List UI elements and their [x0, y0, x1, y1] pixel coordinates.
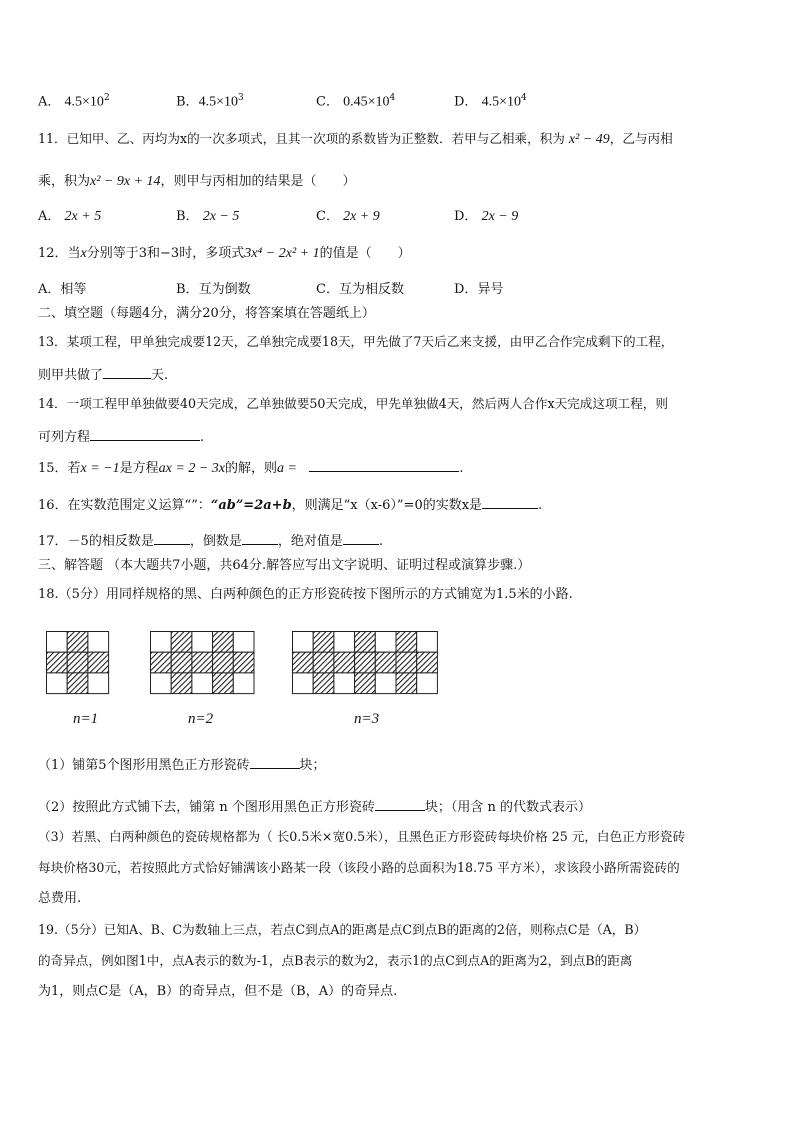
section-2-heading: 二、填空题（每题4分，满分20分，将答案填在答题纸上）	[38, 306, 375, 321]
q12-option-d: D．异号	[454, 282, 504, 297]
white-tile	[417, 632, 438, 653]
figure-n3	[293, 632, 438, 694]
black-tile	[47, 652, 68, 673]
black-tile	[417, 652, 438, 673]
q18-part1: （1）铺第5个图形用黑色正方形瓷砖 块；	[38, 754, 326, 775]
white-tile	[151, 632, 172, 653]
q17-blank-opposite[interactable]	[154, 530, 190, 545]
black-tile	[171, 652, 192, 673]
q10-option-b: B．$4.5\times 10^3$	[176, 93, 244, 110]
black-tile	[233, 652, 254, 673]
white-tile	[334, 673, 355, 694]
white-tile	[233, 673, 254, 694]
q17-blank-reciprocal[interactable]	[242, 530, 278, 545]
q18-part3-line3: 总费用.	[38, 891, 82, 906]
white-tile	[233, 632, 254, 653]
black-tile	[313, 632, 334, 653]
q15-stem: 15．若x = −1是方程ax = 2 − 3x的解，则a = .	[38, 457, 464, 478]
q13-line1: 13．某项工程，甲单独完成要12天，乙单独完成要18天，甲先做了7天后乙来支援，由甲乙合作完成剩下的工程，	[38, 334, 674, 349]
black-tile	[355, 652, 376, 673]
white-tile	[47, 673, 68, 694]
black-tile	[334, 652, 355, 673]
black-tile	[151, 652, 172, 673]
q19-line1: 19.（5分）已知A、B、C为数轴上三点，若点C到点A的距离是点C到点B的距离的2倍，则称点C是（A，B）	[38, 922, 647, 937]
q18-tile-figures	[46, 631, 438, 703]
q19-line3: 为1，则点C是（A，B）的奇异点，但不是（B，A）的奇异点.	[38, 984, 398, 999]
white-tile	[192, 673, 213, 694]
q16-answer-blank[interactable]	[482, 494, 538, 509]
q10-option-d: D． $4.5\times 10^4$	[454, 93, 527, 110]
label-n3: n=3	[354, 711, 380, 727]
white-tile	[47, 632, 68, 653]
figure-n1	[47, 632, 109, 694]
black-tile	[313, 673, 334, 694]
q14-line1: 14．一项工程甲单独做要40天完成，乙单独做要50天完成，甲先单独做4天，然后两人合作x天完成这项工程，则	[38, 396, 668, 411]
q11-option-a: A． 2x + 5	[38, 209, 102, 224]
black-tile	[67, 673, 88, 694]
black-tile	[213, 673, 234, 694]
label-n2: n=2	[188, 711, 214, 727]
q10-option-c: C． $0.45\times 10^4$	[316, 93, 396, 110]
q11-option-b: B． 2x − 5	[176, 209, 240, 224]
q19-line2: 的奇异点，例如图1中，点A表示的数为-1，点B表示的数为2，表示1的点C到点A的距离为2，到点B的距离	[38, 953, 633, 968]
q18-part2-blank[interactable]	[375, 796, 425, 811]
q13-answer-blank[interactable]	[103, 364, 151, 379]
q13-line2: 则甲共做了 天.	[38, 364, 168, 385]
black-tile	[171, 632, 192, 653]
black-tile	[171, 673, 192, 694]
white-tile	[417, 673, 438, 694]
black-tile	[293, 652, 314, 673]
black-tile	[67, 652, 88, 673]
black-tile	[355, 673, 376, 694]
label-n1: n=1	[73, 711, 99, 727]
figure-n2	[151, 632, 255, 694]
q17-stem: 17．－5的相反数是 ，倒数是 ，绝对值是 .	[38, 530, 383, 551]
white-tile	[334, 632, 355, 653]
black-tile	[313, 652, 334, 673]
white-tile	[88, 632, 109, 653]
q12-stem: 12．当x分别等于3和−3时，多项式3x⁴ − 2x² + 1的值是（ ）	[38, 246, 411, 261]
black-tile	[213, 632, 234, 653]
q11-line2: 乘，积为x² − 9x + 14，则甲与丙相加的结果是（ ）	[38, 174, 356, 189]
white-tile	[151, 673, 172, 694]
black-tile	[192, 652, 213, 673]
black-tile	[88, 652, 109, 673]
black-tile	[213, 652, 234, 673]
black-tile	[396, 632, 417, 653]
q18-intro: 18.（5分）用同样规格的黑、白两种颜色的正方形瓷砖按下图所示的方式铺宽为1.5米的小路.	[38, 587, 573, 602]
section-3-heading: 三、解答题 （本大题共7小题，共64分.解答应写出文字说明、证明过程或演算步骤.）	[38, 558, 531, 573]
q18-part3-line2: 每块价格30元，若按照此方式恰好铺满该小路某一段（该段小路的总面积为18.75 平方米），求该段小路所需瓷砖的	[38, 860, 680, 875]
q18-part1-blank[interactable]	[250, 754, 300, 769]
black-tile	[396, 673, 417, 694]
q18-part3-line1: （3）若黑、白两种颜色的瓷砖规格都为（ 长0.5米×宽0.5米），且黑色正方形瓷砖每块价格 25 元，白色正方形瓷砖	[38, 829, 686, 844]
q11-option-d: D． 2x − 9	[454, 209, 519, 224]
q15-answer-blank[interactable]	[309, 457, 459, 472]
white-tile	[88, 673, 109, 694]
black-tile	[355, 632, 376, 653]
black-tile	[67, 632, 88, 653]
q10-option-a: A． $4.5\times 10^2$	[38, 93, 110, 110]
q11-option-c: C． 2x + 9	[316, 209, 380, 224]
q11-line1: 11．已知甲、乙、丙均为x的一次多项式，且其一次项的系数皆为正整数．若甲与乙相乘，积为 x² − 49，乙与丙相	[38, 131, 673, 147]
black-tile	[375, 652, 396, 673]
white-tile	[375, 673, 396, 694]
white-tile	[375, 632, 396, 653]
q12-option-a: A．相等	[38, 282, 87, 297]
q18-part2: （2）按照此方式铺下去，铺第 n 个图形用黑色正方形瓷砖 块；（用含 n 的代数式表示）	[38, 796, 591, 817]
q12-option-b: B．互为倒数	[176, 282, 251, 297]
q14-answer-blank[interactable]	[90, 426, 200, 441]
q14-line2: 可列方程 .	[38, 426, 204, 447]
black-tile	[396, 652, 417, 673]
q17-blank-absolute[interactable]	[343, 530, 379, 545]
q12-option-c: C．互为相反数	[316, 282, 404, 297]
white-tile	[293, 673, 314, 694]
white-tile	[192, 632, 213, 653]
white-tile	[293, 632, 314, 653]
q16-stem: 16．在实数范围定义运算“”：“ab”=2a+b，则满足“x（x-6）”=0的实数x是 .	[38, 494, 542, 515]
